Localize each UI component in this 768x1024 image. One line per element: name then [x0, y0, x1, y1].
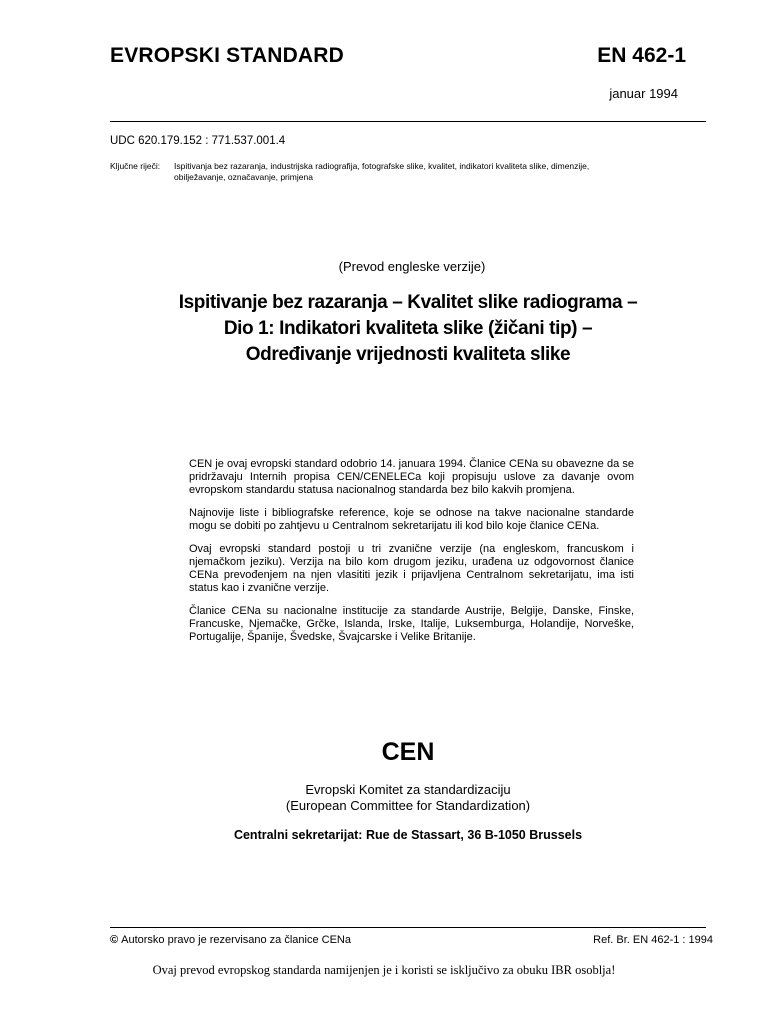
approval-statement: [189, 458, 634, 654]
standard-number: EN 462-1: [597, 44, 686, 67]
document-type-heading: EVROPSKI STANDARD: [110, 44, 345, 67]
versions-paragraph: Ovaj evropski standard postoji u tri zvanične verzije (na engleskom, francuskom i njemačkom jeziku). Verzija na bilo kom drugom jeziku, urađena uz odgovornost članice CENa prevođenjem na njen vlasititi jezik i prijavljena Centralnom sekretarijatu, ima isti status kao i zvanične verzije.: [189, 543, 634, 594]
keywords-line: obilježavanje, označavanje, primjena: [174, 172, 313, 182]
title-line-3: Određivanje vrijednosti kvaliteta slike: [245, 344, 571, 365]
organization-english-name: (European Committee for Standardization): [285, 798, 531, 813]
reference-number: Ref. Br. EN 462-1 : 1994: [593, 934, 713, 946]
keywords-list: [174, 161, 694, 183]
title-line-1: Ispitivanje bez razaranja – Kvalitet slike radiograma –: [178, 292, 638, 313]
header-divider: [110, 121, 706, 122]
secretariat-address: Centralni sekretarijat: Rue de Stassart, 36 B-1050 Brussels: [233, 828, 583, 842]
copyright-notice: [110, 934, 351, 946]
organization-acronym: CEN: [381, 738, 435, 766]
document-title: [110, 290, 706, 368]
organization-name: Evropski Komitet za standardizaciju: [305, 782, 511, 797]
translation-note: (Prevod engleske verzije): [338, 259, 486, 274]
copyright-text: Autorsko pravo je rezervisano za članice CENa: [121, 934, 351, 946]
members-paragraph: Članice CENa su nacionalne institucije za standarde Austrije, Belgije, Danske, Finske, Francuske, Njemačke, Grčke, Islanda, Irske, Italije, Luksemburga, Holandije, Norveške, Portugalije, Španije, Švedske, Švajcarske i Velike Britanije.: [189, 605, 634, 643]
keywords-line: Ispitivanja bez razaranja, industrijska radiografija, fotografske slike, kvalitet, indikatori kvaliteta slike, dimenzije,: [174, 161, 590, 171]
usage-notice: Ovaj prevod evropskog standarda namijenjen je i koristi se isključivo za obuku IBR osoblja!: [152, 963, 616, 977]
copyright-icon: ©: [110, 934, 119, 946]
references-paragraph: Najnovije liste i bibliografske reference, koje se odnose na takve nacionalne standarde mogu se dobiti po zahtjevu u Centralnom sekretarijatu ili kod bilo koje članice CENa.: [189, 507, 634, 532]
keywords-label: Ključne riječi:: [110, 161, 161, 171]
footer-divider: [110, 927, 706, 928]
title-line-2: Dio 1: Indikatori kvaliteta slike (žičani tip) –: [223, 318, 593, 339]
publication-date: januar 1994: [609, 86, 678, 101]
approval-paragraph: CEN je ovaj evropski standard odobrio 14. januara 1994. Članice CENa su obavezne da se pridržavaju Internih propisa CEN/CENELECa koji propisuju uslove za davanje ovom evropskom standardu statusa nacionalnog standarda bez bilo kakvih promjena.: [189, 458, 634, 496]
udc-code: UDC 620.179.152 : 771.537.001.4: [110, 135, 286, 147]
